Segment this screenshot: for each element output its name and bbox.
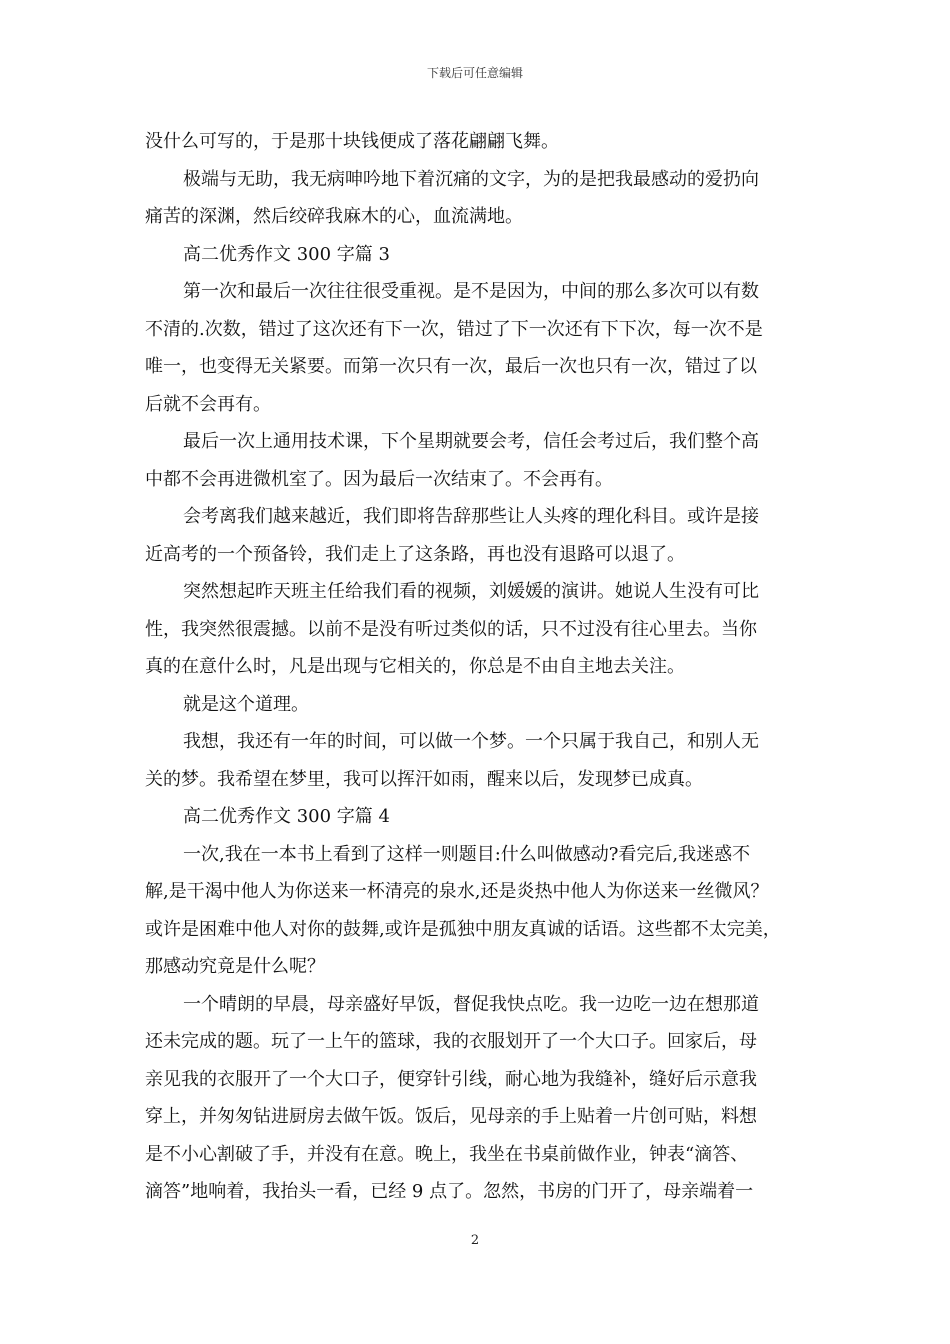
text-line: 亲见我的衣服开了一个大口子，便穿针引线，耐心地为我缝补，缝好后示意我	[145, 1068, 757, 1090]
text-line: 不清的.次数，错过了这次还有下一次，错过了下一次还有下下次，每一次不是	[145, 318, 763, 340]
text-line: 唯一，也变得无关紧要。而第一次只有一次，最后一次也只有一次，错过了以	[145, 356, 757, 377]
page-header: 下载后可任意编辑	[426, 66, 523, 80]
text-line: 我想，我还有一年的时间，可以做一个梦。一个只属于我自己，和别人无	[183, 731, 759, 752]
text-line: 性，我突然很震撼。以前不是没有听过类似的话，只不过没有往心里去。当你	[145, 618, 757, 640]
text-line: 没什么可写的，于是那十块钱便成了落花翩翩飞舞。	[145, 131, 559, 152]
text-line: 近高考的一个预备铃，我们走上了这条路，再也没有退路可以退了。	[145, 543, 685, 565]
text-line: 会考离我们越来越近，我们即将告辞那些让人头疼的理化科目。或许是接	[183, 506, 759, 527]
text-line: 高二优秀作文 300 字篇 4	[183, 806, 390, 827]
text-line: 高二优秀作文 300 字篇 3	[183, 243, 390, 265]
text-line: 一次,我在一本书上看到了这样一则题目:什么叫做感动?看完后,我迷惑不	[183, 843, 751, 865]
text-line: 解,是干渴中他人为你送来一杯清亮的泉水,还是炎热中他人为你送来一丝微风？	[145, 881, 769, 902]
text-line: 突然想起昨天班主任给我们看的视频，刘媛媛的演讲。她说人生没有可比	[183, 581, 759, 602]
text-line: 中都不会再进微机室了。因为最后一次结束了。不会再有。	[145, 468, 613, 490]
page-number: 2	[470, 1233, 480, 1248]
text-line: 就是这个道理。	[183, 693, 309, 715]
text-line: 穿上，并匆匆钻进厨房去做午饭。饭后，见母亲的手上贴着一片创可贴，料想	[145, 1106, 757, 1127]
text-line: 最后一次上通用技术课，下个星期就要会考，信任会考过后，我们整个高	[183, 431, 759, 452]
text-line: 或许是困难中他人对你的鼓舞,或许是孤独中朋友真诚的话语。这些都不太完美，	[145, 918, 781, 940]
text-line: 极端与无助，我无病呻吟地下着沉痛的文字，为的是把我最感动的爱扔向	[183, 168, 759, 190]
text-line: 那感动究竟是什么呢？	[145, 956, 325, 977]
text-line: 是不小心割破了手，并没有在意。晚上，我坐在书桌前做作业，钟表“滴答、	[145, 1143, 749, 1165]
text-line: 一个晴朗的早晨，母亲盛好早饭，督促我快点吃。我一边吃一边在想那道	[183, 993, 759, 1015]
text-line: 滴答”地响着，我抬头一看，已经 9 点了。忽然，书房的门开了，母亲端着一	[145, 1181, 754, 1202]
text-line: 痛苦的深渊，然后绞碎我麻木的心，血流满地。	[145, 206, 523, 227]
text-line: 后就不会再有。	[145, 393, 271, 415]
text-line: 关的梦。我希望在梦里，我可以挥汗如雨，醒来以后，发现梦已成真。	[145, 768, 703, 790]
text-line: 第一次和最后一次往往很受重视。是不是因为，中间的那么多次可以有数	[183, 281, 759, 302]
text-line: 真的在意什么时，凡是出现与它相关的，你总是不由自主地去关注。	[145, 656, 685, 677]
document-body	[145, 123, 810, 1211]
text-line: 还未完成的题。玩了一上午的篮球，我的衣服划开了一个大口子。回家后，母	[145, 1031, 757, 1052]
